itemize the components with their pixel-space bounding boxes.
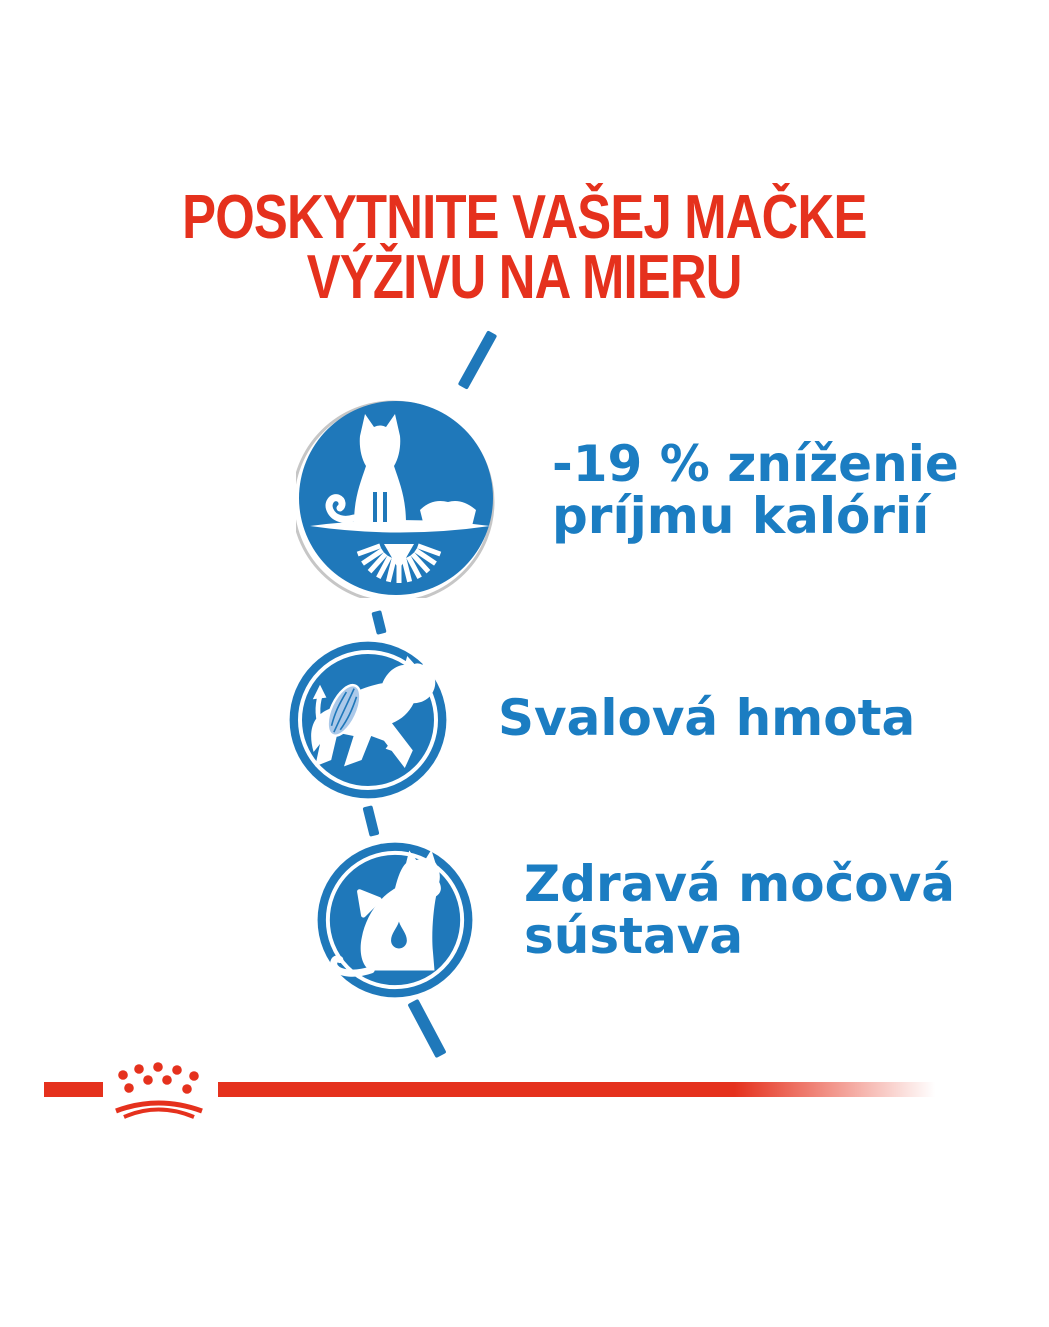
connector-line-top xyxy=(458,330,498,390)
benefit-label-line: príjmu kalórií xyxy=(552,487,930,545)
connector-line-middle-1 xyxy=(371,610,386,635)
benefit-label-line: sústava xyxy=(524,907,744,965)
benefit-label-line: Svalová hmota xyxy=(498,689,916,747)
benefit-label-calorie-reduction xyxy=(552,435,959,545)
benefit-label-line: Zdravá močová xyxy=(524,855,955,913)
benefit-label-urinary-health xyxy=(524,855,955,965)
headline-line-2: VÝŽIVU NA MIERU xyxy=(307,243,742,312)
footer-bar-right xyxy=(218,1082,935,1097)
headline-line-1: POSKYTNITE VAŠEJ MAČKE xyxy=(182,183,867,252)
benefit-label-line: -19 % zníženie xyxy=(552,435,959,493)
page-title xyxy=(0,183,1049,312)
cat-muscle-icon xyxy=(288,640,448,800)
connector-line-middle-2 xyxy=(363,805,380,837)
benefit-label-muscle-mass xyxy=(498,689,916,747)
cat-urinary-icon xyxy=(316,841,474,999)
connector-line-bottom xyxy=(407,999,446,1058)
crown-paw-logo-icon xyxy=(103,1053,215,1119)
footer-bar-left xyxy=(44,1082,103,1097)
cat-on-scale-icon xyxy=(296,398,496,598)
